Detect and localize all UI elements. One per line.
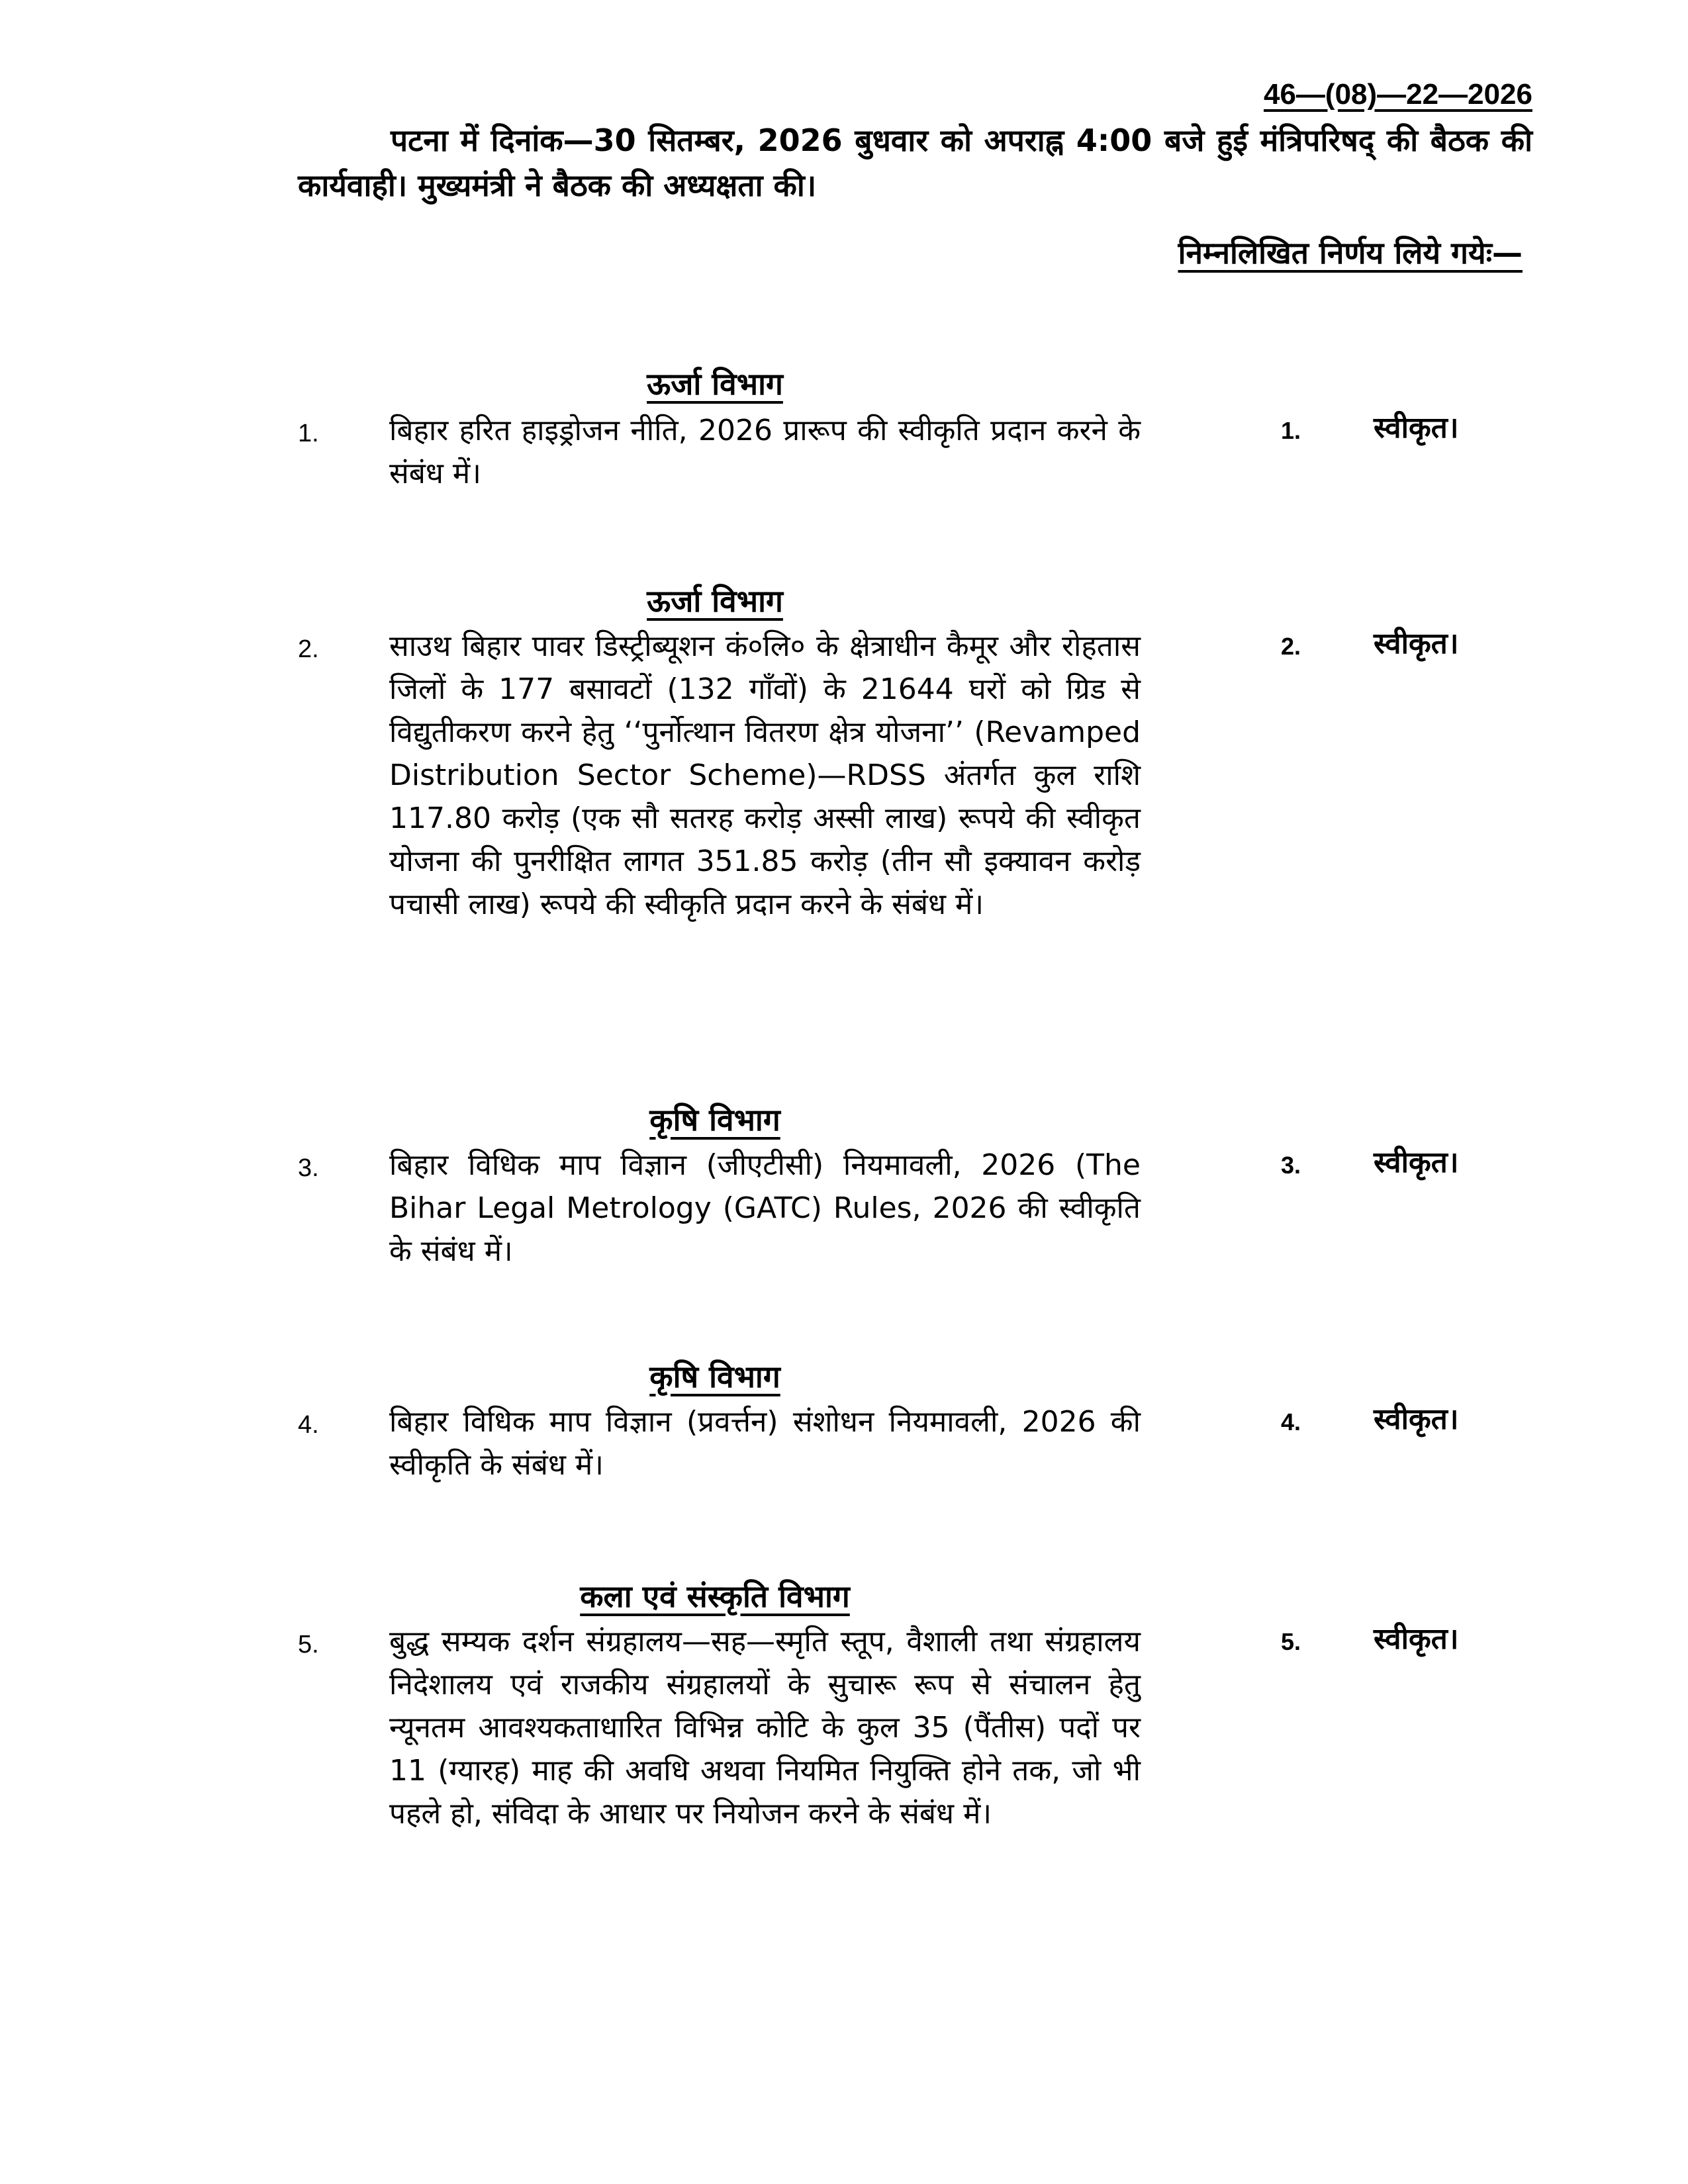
item-description: बुद्ध सम्यक दर्शन संग्रहालय—सह—स्मृति स्तूप, वैशाली तथा संग्रहालय निदेशालय एवं राजकीय संग्रहालयों के सुचारू रूप से संचालन हेतु न्यूनतम आवश्यकताधारित विभिन्न कोटि के कुल 35 (पैंतीस) पदों पर 11 (ग्यारह) माह की अवधि अथवा नियमित नियुक्ति होने तक, जो भी पहले हो, संविदा के आधार पर नियोजन करने के संबंध में। [389, 1625, 1141, 1831]
item-description: बिहार हरित हाइड्रोजन नीति, 2026 प्रारूप की स्वीकृति प्रदान करने के संबंध में। [389, 414, 1141, 490]
item-number: 1. [298, 420, 319, 447]
item-number: 3. [298, 1154, 319, 1182]
department-heading: कला एवं संस्कृति विभाग [580, 1578, 850, 1614]
status-label: स्वीकृत। [1374, 1146, 1459, 1179]
item-description: बिहार विधिक माप विज्ञान (जीएटीसी) नियमावली, 2026 (The Bihar Legal Metrology (GATC) Rules, 2026 की स्वीकृति के संबंध में। [389, 1148, 1141, 1268]
department-heading: ऊर्जा विभाग [647, 366, 783, 402]
result-number: 2. [1281, 633, 1301, 660]
status-label: स्वीकृत। [1374, 627, 1459, 660]
status-label: स्वीकृत। [1374, 1402, 1459, 1436]
result-number: 5. [1281, 1628, 1301, 1655]
result-number: 3. [1281, 1152, 1301, 1179]
result-number: 1. [1281, 417, 1301, 444]
meeting-intro: पटना में दिनांक—30 सितम्बर, 2026 बुधवार को अपराह्न 4:00 बजे हुई मंत्रिपरिषद् की बैठक की कार्यवाही। मुख्यमंत्री ने बैठक की अध्यक्षता की। [298, 122, 1532, 203]
status-label: स्वीकृत। [1374, 1622, 1459, 1656]
item-description: साउथ बिहार पावर डिस्ट्रीब्यूशन कं०लि० के क्षेत्राधीन कैमूर और रोहतास जिलों के 177 बसावटों (132 गाँवों) के 21644 घरों को ग्रिड से विद्युतीकरण करने हेतु ‘‘पुर्नोत्थान वितरण क्षेत्र योजना’’ (Revamped Distribution Sector Scheme)—RDSS अंतर्गत कुल राशि 117.80 करोड़ (एक सौ सतरह करोड़ अस्सी लाख) रूपये की स्वीकृत योजना की पुनरीक्षित लागत 351.85 करोड़ (तीन सौ इक्यावन करोड़ पचासी लाख) रूपये की स्वीकृति प्रदान करने के संबंध में। [389, 629, 1141, 921]
department-heading: ऊर्जा विभाग [647, 583, 783, 619]
item-number: 4. [298, 1411, 319, 1439]
reference-number: 46—(08)—22—2026 [1263, 78, 1532, 111]
item-number: 5. [298, 1631, 319, 1659]
result-number: 4. [1281, 1408, 1301, 1435]
department-heading: कृषि विभाग [649, 1359, 780, 1394]
department-heading: कृषि विभाग [649, 1102, 780, 1138]
status-label: स्वीकृत। [1374, 411, 1459, 445]
item-number: 2. [298, 635, 319, 663]
item-description: बिहार विधिक माप विज्ञान (प्रवर्त्तन) संशोधन नियमावली, 2026 की स्वीकृति के संबंध में। [389, 1405, 1141, 1482]
decisions-heading: निम्नलिखित निर्णय लिये गयेः— [1178, 235, 1523, 271]
